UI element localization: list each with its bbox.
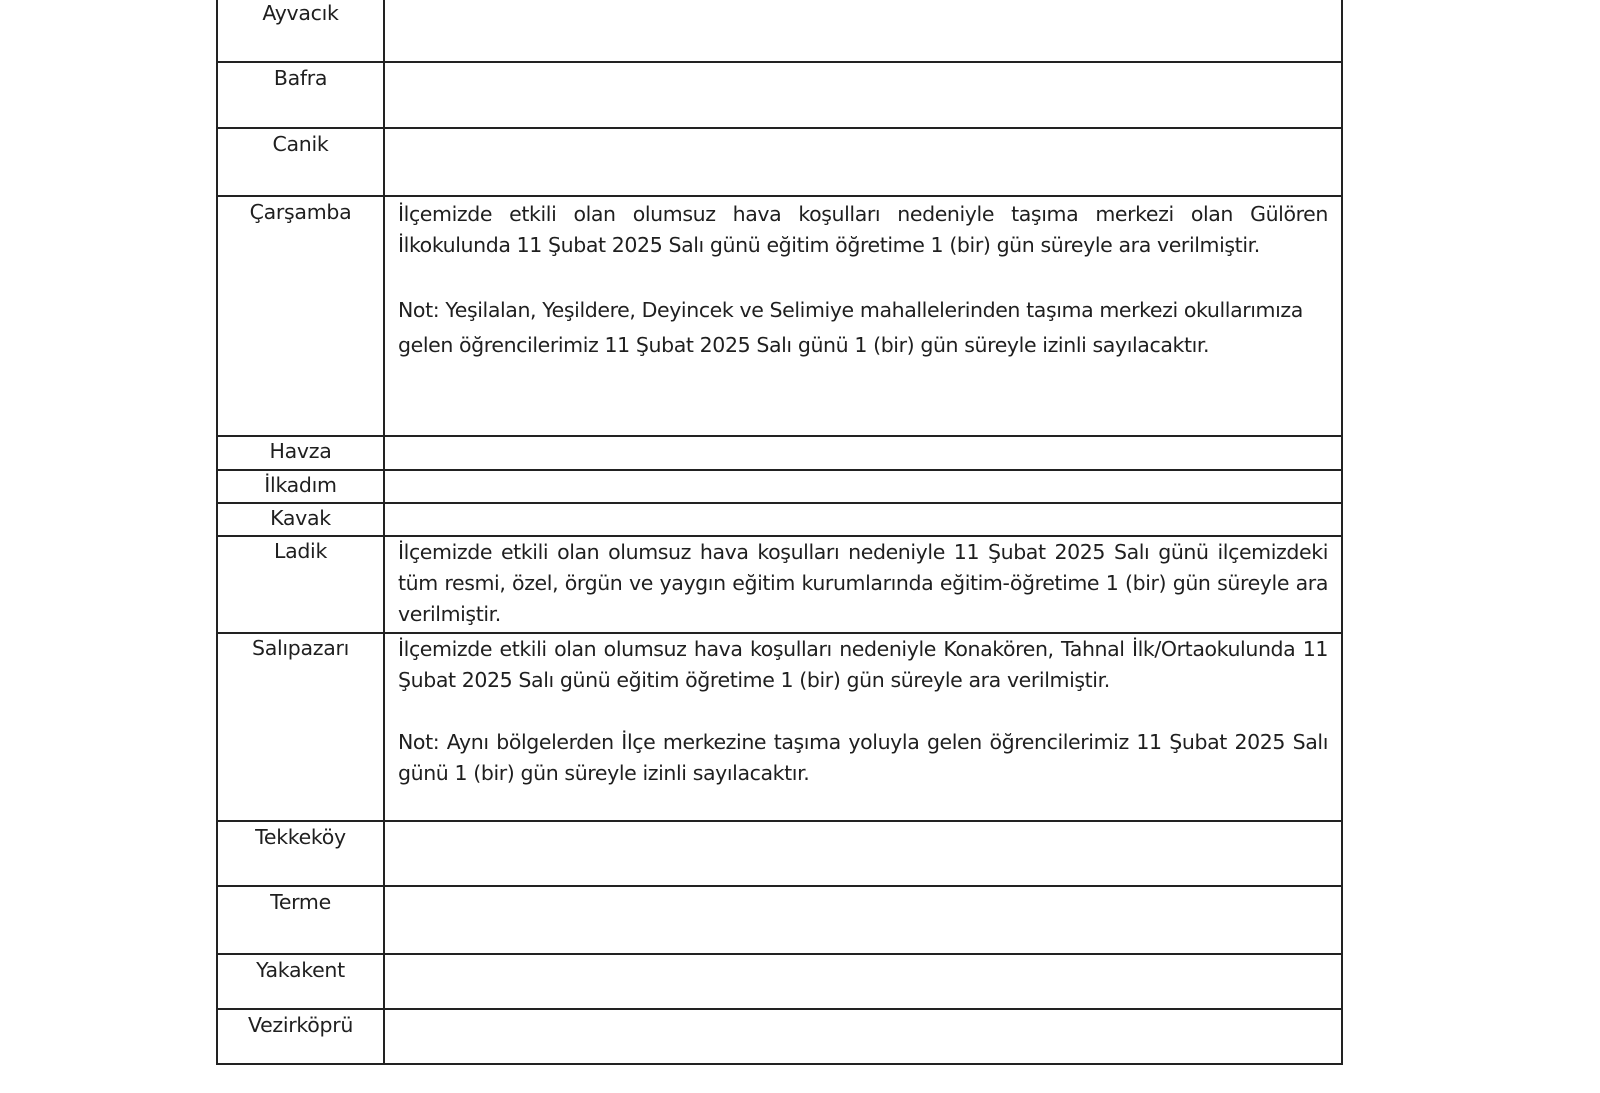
district-announcement [384, 536, 1342, 633]
district-name: Salıpazarı [217, 633, 384, 821]
table-row [217, 886, 1342, 954]
district-announcement [384, 128, 1342, 196]
district-announcement [384, 1009, 1342, 1064]
announcement-paragraph: İlçemizde etkili olan olumsuz hava koşulları nedeniyle taşıma merkezi olan Gülören İlkokulunda 11 Şubat 2025 Salı günü eğitim öğretime 1 (bir) gün süreyle ara verilmiştir. [398, 202, 1328, 257]
district-name: Canik [217, 128, 384, 196]
district-name: Tekkeköy [217, 821, 384, 886]
district-name: Bafra [217, 62, 384, 128]
district-announcements-table [216, 0, 1343, 1065]
district-announcement [384, 821, 1342, 886]
district-name: Kavak [217, 503, 384, 536]
district-announcement [384, 633, 1342, 821]
district-name: İlkadım [217, 470, 384, 503]
table-row [217, 954, 1342, 1009]
announcement-note: Not: Yeşilalan, Yeşildere, Deyincek ve Selimiye mahallelerinden taşıma merkezi okullarımıza gelen öğrencilerimiz 11 Şubat 2025 Salı günü 1 (bir) gün süreyle izinli sayılacaktır. [398, 298, 1303, 357]
table-row [217, 0, 1342, 62]
district-name: Havza [217, 436, 384, 470]
table-row [217, 128, 1342, 196]
announcement-note: Not: Aynı bölgelerden İlçe merkezine taşıma yoluyla gelen öğrencilerimiz 11 Şubat 2025 Salı günü 1 (bir) gün süreyle izinli sayılacaktır. [398, 730, 1328, 785]
table-row [217, 633, 1342, 821]
district-announcement [384, 0, 1342, 62]
table-row [217, 196, 1342, 436]
announcement-paragraph: İlçemizde etkili olan olumsuz hava koşulları nedeniyle 11 Şubat 2025 Salı günü ilçemizdeki tüm resmi, özel, örgün ve yaygın eğitim kurumlarında eğitim-öğretime 1 (bir) gün süreyle ara verilmiştir. [398, 540, 1328, 626]
district-name: Vezirköprü [217, 1009, 384, 1064]
district-name: Terme [217, 886, 384, 954]
district-name: Ladik [217, 536, 384, 633]
announcement-paragraph: İlçemizde etkili olan olumsuz hava koşulları nedeniyle Konakören, Tahnal İlk/Ortaokulunda 11 Şubat 2025 Salı günü eğitim öğretime 1 (bir) gün süreyle ara verilmiştir. [398, 637, 1328, 692]
district-name: Yakakent [217, 954, 384, 1009]
district-announcement [384, 62, 1342, 128]
table-row [217, 503, 1342, 536]
table-row [217, 62, 1342, 128]
district-name: Çarşamba [217, 196, 384, 436]
table-row [217, 821, 1342, 886]
district-announcement [384, 954, 1342, 1009]
table-row [217, 436, 1342, 470]
district-announcement [384, 886, 1342, 954]
district-announcement [384, 196, 1342, 436]
table-row [217, 536, 1342, 633]
table-row [217, 470, 1342, 503]
district-announcement [384, 503, 1342, 536]
district-name: Ayvacık [217, 0, 384, 62]
district-announcement [384, 436, 1342, 470]
district-announcement [384, 470, 1342, 503]
table-row [217, 1009, 1342, 1064]
